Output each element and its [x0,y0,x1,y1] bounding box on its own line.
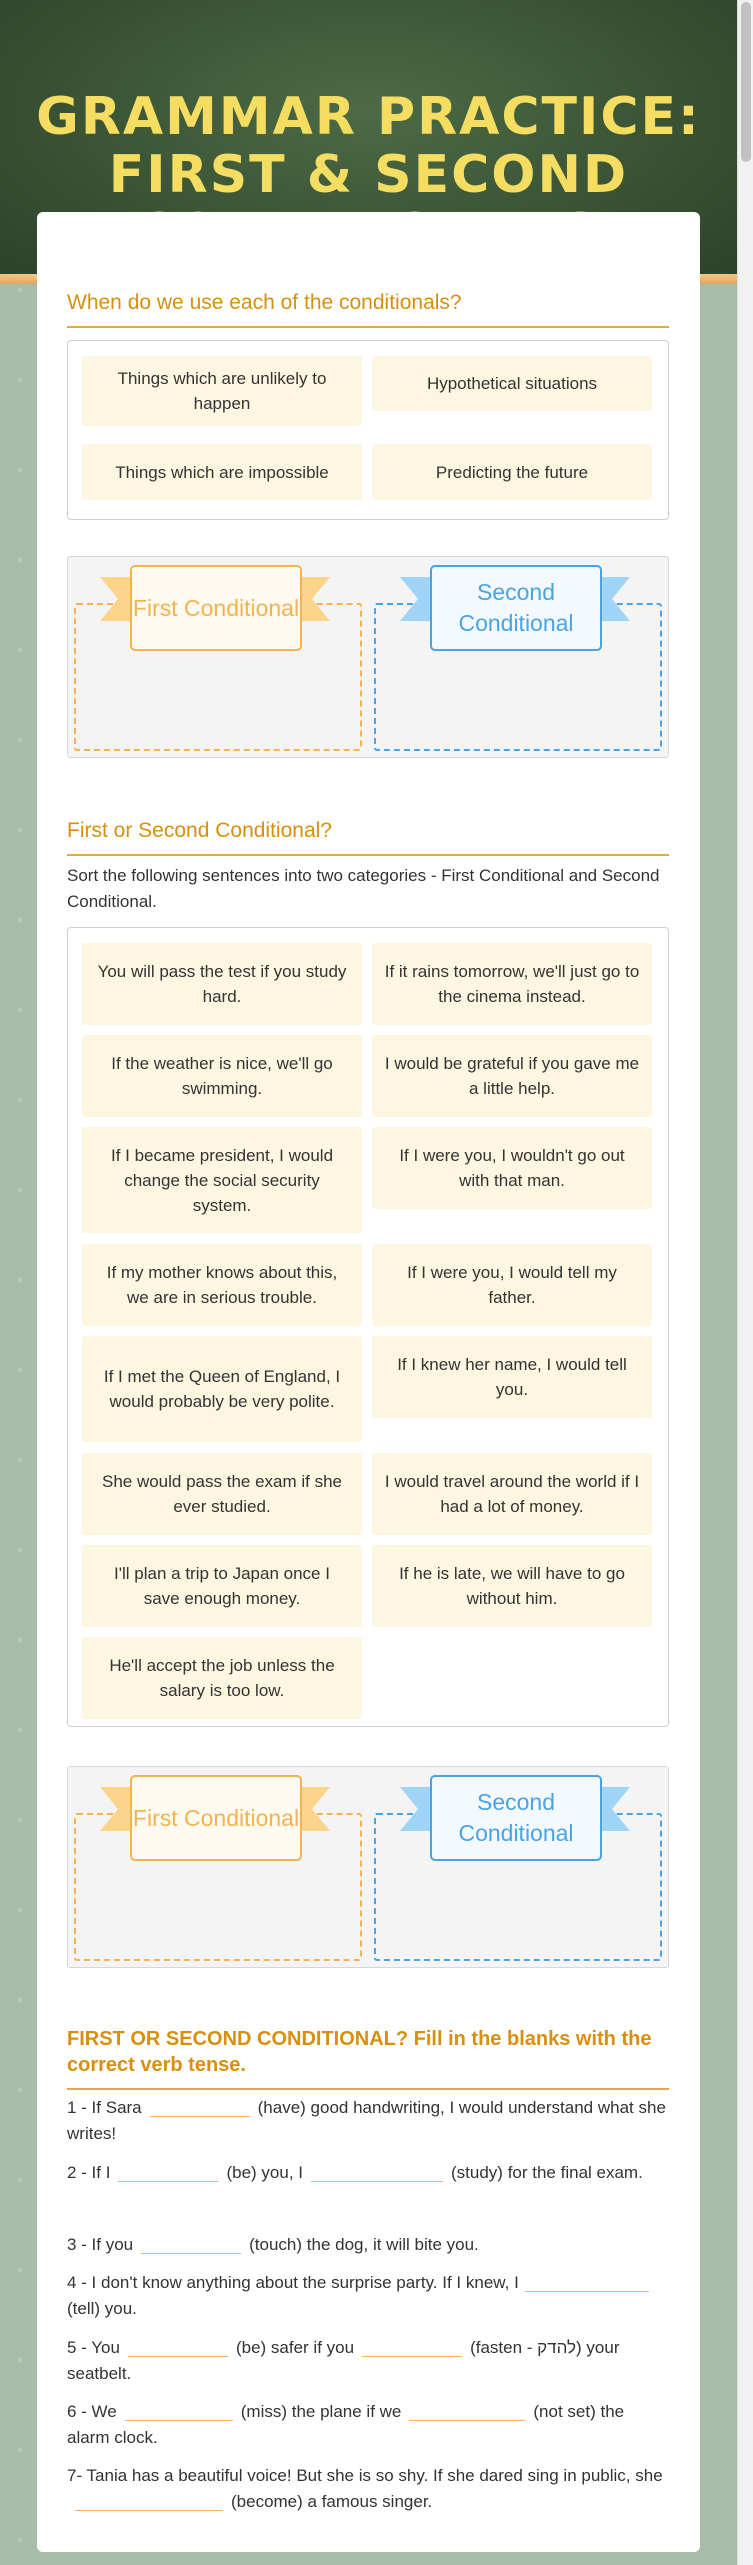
first-conditional-ribbon [90,557,340,647]
question-3: 3 - If you (touch) the dog, it will bite you. [67,2235,479,2254]
category-drop-area-2 [67,1766,669,1968]
worksheet-card [37,212,700,2552]
sentence-tile[interactable]: I would travel around the world if I had a lot of money. [372,1453,652,1535]
first-conditional-ribbon [90,1767,340,1857]
question-5: 5 - You (be) safer if you (fasten - להדק) your seatbelt. [67,2338,620,2383]
question-2: 2 - If I (be) you, I (study) for the final exam. [67,2163,643,2182]
second-conditional-label: Second Conditional [430,1775,602,1861]
sentence-tile-box [67,927,669,1727]
uses-tile-box [67,340,669,520]
sentence-tile[interactable]: You will pass the test if you study hard. [82,943,362,1025]
scrollbar-thumb[interactable] [741,2,751,162]
uses-tile[interactable]: Hypothetical situations [372,356,652,411]
second-conditional-ribbon [390,557,640,647]
uses-tile[interactable]: Things which are unlikely to happen [82,356,362,426]
sentence-tile[interactable]: If I knew her name, I would tell you. [372,1336,652,1418]
section-title-fill-blanks: FIRST OR SECOND CONDITIONAL? Fill in the blanks with the correct verb tense. [67,2026,669,2090]
section-title-sort: First or Second Conditional? [67,818,669,856]
page-title: GRAMMAR PRACTICE: FIRST & SECOND [36,87,701,205]
first-conditional-label: First Conditional [130,565,302,651]
sentence-tile[interactable]: If he is late, we will have to go without him. [372,1545,652,1627]
question-6: 6 - We (miss) the plane if we (not set) the alarm clock. [67,2402,625,2447]
category-drop-area-1 [67,556,669,758]
sentence-tile[interactable]: If I met the Queen of England, I would probably be very polite. [82,1336,362,1442]
section-title-uses: When do we use each of the conditionals? [67,290,669,328]
page-scrollbar[interactable] [737,0,753,2565]
blank-input[interactable] [125,2401,233,2421]
uses-tile[interactable]: Things which are impossible [82,444,362,500]
sentence-tile[interactable]: I'll plan a trip to Japan once I save enough money. [82,1545,362,1627]
sentence-tile[interactable]: If the weather is nice, we'll go swimming. [82,1035,362,1117]
sentence-tile[interactable]: If my mother knows about this, we are in serious trouble. [82,1244,362,1326]
second-conditional-ribbon [390,1767,640,1857]
sentence-tile[interactable]: I would be grateful if you gave me a little help. [372,1035,652,1117]
blank-input[interactable] [118,2162,218,2182]
blank-input[interactable] [128,2337,228,2357]
blank-input[interactable] [311,2162,443,2182]
question-4: 4 - I don't know anything about the surprise party. If I knew, I(tell) you. [67,2270,669,2322]
sentence-tile[interactable]: If I were you, I would tell my father. [372,1244,652,1326]
sentence-tile[interactable]: She would pass the exam if she ever studied. [82,1453,362,1535]
first-conditional-label: First Conditional [130,1775,302,1861]
blank-input[interactable] [75,2491,223,2511]
sentence-tile[interactable]: He'll accept the job unless the salary is too low. [82,1637,362,1719]
second-conditional-label: Second Conditional [430,565,602,651]
sentence-tile[interactable]: If I became president, I would change the social security system. [82,1127,362,1233]
blank-input[interactable] [150,2097,250,2117]
question-1: 1 - If Sara (have) good handwriting, I would understand what she writes! [67,2098,666,2143]
sentence-tile[interactable]: If I were you, I wouldn't go out with that man. [372,1127,652,1209]
uses-tile[interactable]: Predicting the future [372,444,652,500]
sentence-tile[interactable]: If it rains tomorrow, we'll just go to the cinema instead. [372,943,652,1025]
blank-input[interactable] [362,2337,462,2357]
blank-input[interactable] [141,2234,241,2254]
sort-description: Sort the following sentences into two categories - First Conditional and Second Conditional. [67,866,660,911]
blank-input[interactable] [525,2272,649,2292]
question-7: 7- Tania has a beautiful voice! But she is so shy. If she dared sing in public, she(become) a famous singer. [67,2466,663,2511]
blank-input[interactable] [409,2401,525,2421]
